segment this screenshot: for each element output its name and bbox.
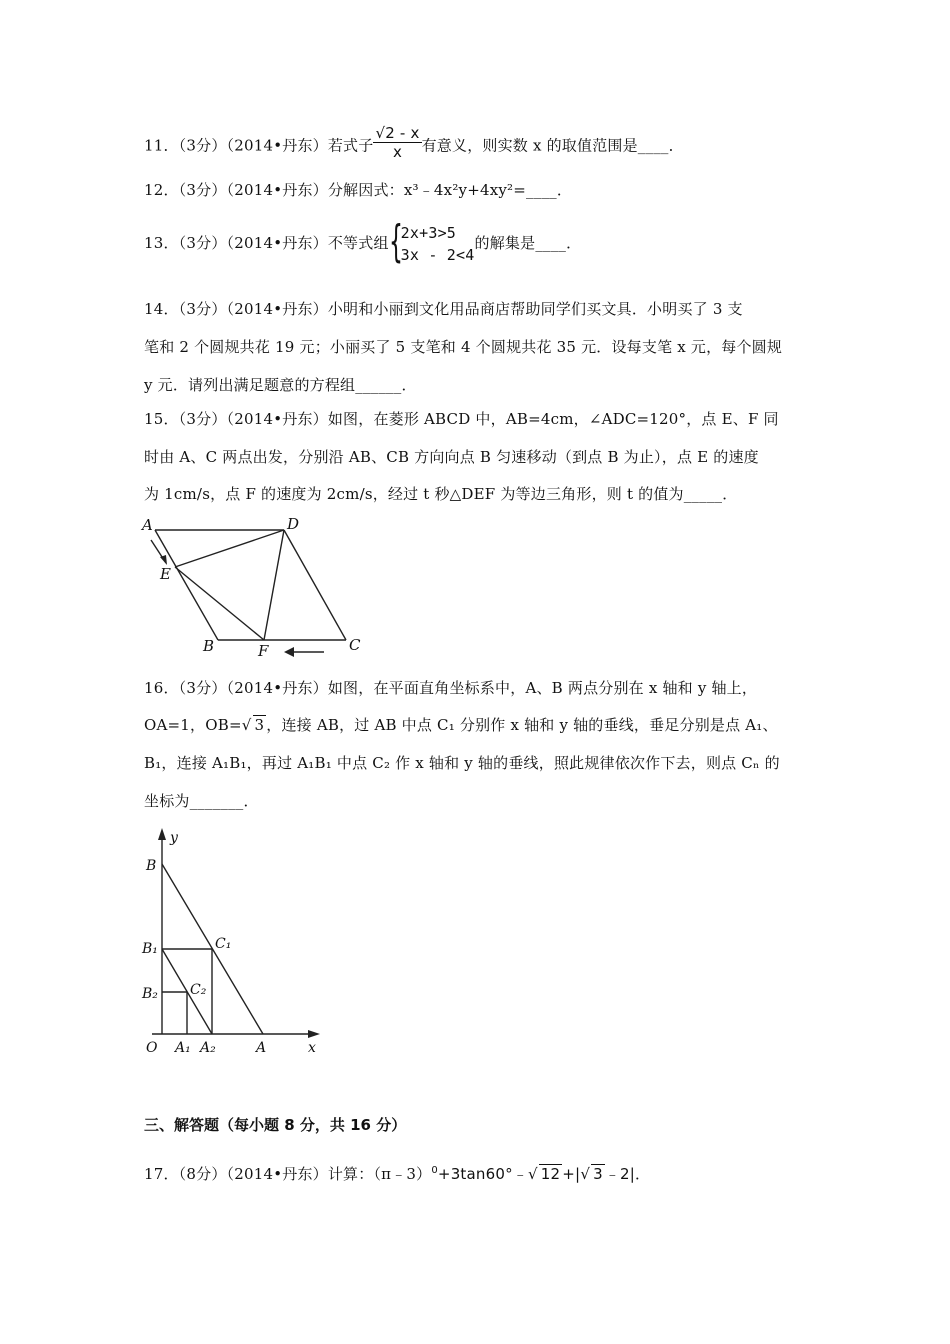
q13-row-1: 2x+3>5 xyxy=(400,224,457,242)
q14-line-1: 14．（3分）（2014•丹东）小明和小丽到文化用品商店帮助同学们买文具．小明买了 3 支 xyxy=(144,300,743,318)
rhombus-figure xyxy=(138,512,378,662)
label-D: D xyxy=(287,515,300,533)
label-A2: A₂ xyxy=(200,1040,216,1056)
q13-row-2: 3x - 2<4 xyxy=(400,246,475,264)
sqrt-icon: √ xyxy=(580,1165,591,1183)
question-11 xyxy=(144,124,684,165)
q11-numerator: √2 - x xyxy=(375,124,420,142)
q17-mid: +3tan60°﹣ xyxy=(437,1165,529,1183)
section-heading: 三、解答题（每小题 8 分，共 16 分） xyxy=(144,1116,407,1134)
q16-line-4: 坐标为_______． xyxy=(144,792,259,810)
q17-radicand-2: 3 xyxy=(593,1165,603,1183)
label-C: C xyxy=(349,636,361,654)
q13-inequality-system xyxy=(388,216,475,267)
label-O: O xyxy=(146,1040,158,1056)
label-A: A xyxy=(256,1040,267,1056)
label-C2: C₂ xyxy=(190,982,207,998)
question-13 xyxy=(144,216,582,267)
q13-prefix: 13．（3分）（2014•丹东）不等式组 xyxy=(144,234,389,252)
label-A: A xyxy=(142,516,153,534)
q15-line-2: 时由 A、C 两点出发，分别沿 AB、CB 方向向点 B 匀速移动（到点 B 为止），点 E 的速度 xyxy=(144,448,759,466)
q16-radicand: 3 xyxy=(254,716,265,734)
q16-line-2a: OA=1，OB= xyxy=(144,716,242,734)
q14-line-3: y 元．请列出满足题意的方程组______． xyxy=(144,376,417,394)
label-y: y xyxy=(170,830,178,846)
q17-tail: ﹣2|． xyxy=(604,1165,651,1183)
coordinate-figure xyxy=(138,822,338,1062)
q15-line-1: 15．（3分）（2014•丹东）如图，在菱形 ABCD 中，AB=4cm，∠ADC=120°，点 E、F 同 xyxy=(144,410,779,428)
q16-line-3: B₁，连接 A₁B₁，再过 A₁B₁ 中点 C₂ 作 x 轴和 y 轴的垂线，照此规律依次作下去，则点 Cₙ 的 xyxy=(144,754,780,772)
edge-ED xyxy=(175,530,284,567)
label-B2: B₂ xyxy=(142,986,158,1002)
q11-suffix: 有意义，则实数 x 的取值范围是____． xyxy=(421,136,684,155)
sqrt-icon: √ xyxy=(528,1165,538,1183)
arrow-F-head-icon xyxy=(284,647,294,657)
q16-line-1: 16．（3分）（2014•丹东）如图，在平面直角坐标系中，A、B 两点分别在 x 轴和 y 轴上， xyxy=(144,679,758,697)
q11-prefix: 11．（3分）（2014•丹东）若式子 xyxy=(144,136,374,155)
sqrt-icon: √ xyxy=(241,716,252,734)
question-12: 12．（3分）（2014•丹东）分解因式：x³﹣4x²y+4xy²=____． xyxy=(144,181,573,199)
y-axis-arrow-icon xyxy=(158,828,166,840)
q14-line-2: 笔和 2 个圆规共花 19 元；小丽买了 5 支笔和 4 个圆规共花 35 元．设每支笔 x 元，每个圆规 xyxy=(144,338,783,356)
edge-EF xyxy=(175,567,264,640)
q16-line-2b: ，连接 AB，过 AB 中点 C₁ 分别作 x 轴和 y 轴的垂线，垂足分别是点 A₁、 xyxy=(266,716,778,734)
q15-line-3: 为 1cm/s，点 F 的速度为 2cm/s，经过 t 秒△DEF 为等边三角形，则 t 的值为_____． xyxy=(144,485,738,503)
label-B: B xyxy=(146,858,157,874)
label-C1: C₁ xyxy=(215,936,232,952)
q11-denominator: x xyxy=(392,143,403,161)
label-E: E xyxy=(160,565,171,583)
q17-plus-abs: +| xyxy=(562,1165,581,1183)
q17-prefix: 17．（8分）（2014•丹东）计算：（π﹣3） xyxy=(144,1165,432,1183)
question-17 xyxy=(144,1163,650,1184)
q11-fraction xyxy=(373,124,421,161)
q16-line-2 xyxy=(144,714,778,735)
label-B1: B₁ xyxy=(142,941,158,957)
label-F: F xyxy=(258,642,269,660)
label-A1: A₁ xyxy=(175,1040,191,1056)
x-axis-arrow-icon xyxy=(308,1030,320,1038)
left-brace-icon: { xyxy=(388,216,403,267)
label-x: x xyxy=(308,1040,316,1056)
q17-exponent: 0 xyxy=(431,1165,438,1176)
edge-DF xyxy=(264,530,284,640)
q17-radicand-1: 12 xyxy=(540,1165,561,1183)
label-B: B xyxy=(203,637,215,655)
edge-BA xyxy=(155,530,218,640)
edge-DC xyxy=(284,530,346,640)
q13-suffix: 的解集是____． xyxy=(474,234,582,252)
